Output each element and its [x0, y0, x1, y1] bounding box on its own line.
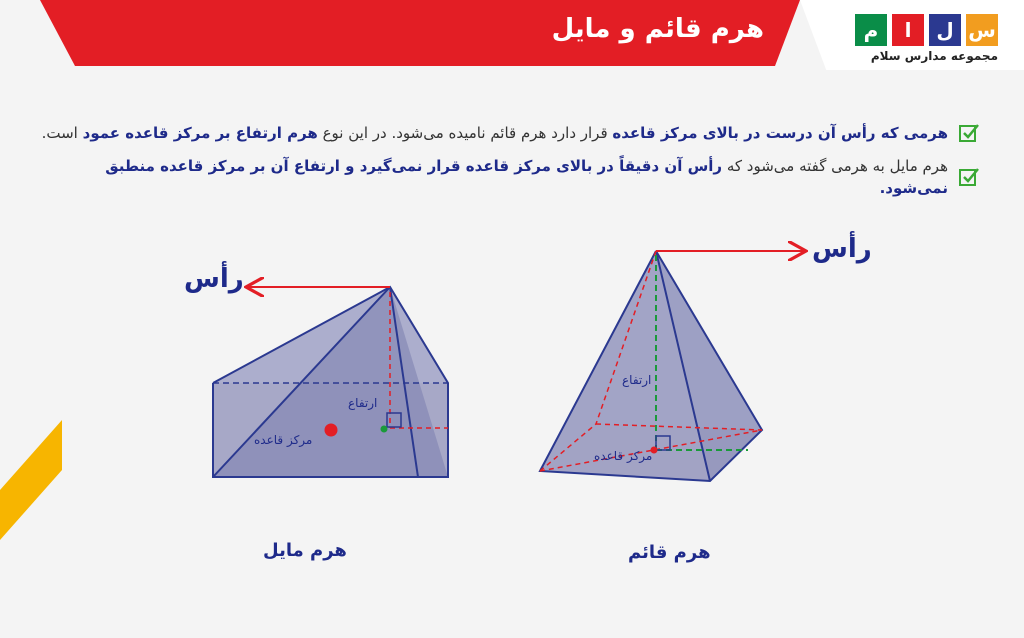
oblique-apex-label: رأس: [184, 264, 244, 294]
logo-letter: س: [966, 14, 998, 46]
bullet-segment: قرار دارد هرم قائم نامیده می‌شود. در این نوع: [317, 124, 613, 142]
bullet-segment: هرم مایل به هرمی گفته می‌شود که: [722, 157, 948, 175]
right-pyramid-caption: هرم قائم: [628, 542, 711, 563]
bullet-segment: هرمی که رأس آن درست در بالای مرکز قاعده: [612, 124, 948, 142]
right-apex-label: رأس: [812, 234, 872, 264]
oblique-base-center-point: [325, 424, 338, 437]
page-title: هرم قائم و مایل: [551, 14, 764, 44]
right-height-label: ارتفاع: [622, 373, 652, 387]
oblique-height-foot-point: [381, 426, 388, 433]
logo-letter: ل: [929, 14, 961, 46]
oblique-base-center-label: مرکز قاعده: [254, 433, 313, 447]
oblique-height-label: ارتفاع: [348, 396, 378, 410]
oblique-pyramid-diagram: [213, 287, 448, 477]
right-base-center-label: مرکز قاعده: [594, 449, 653, 463]
bullet-segment: است.: [41, 124, 83, 142]
bullet-segment: رأس آن دقیقاً در بالای مرکز قاعده قرار نمی‌گیرد و ارتفاع آن بر مرکز قاعده منطبق نمی‌شود.: [105, 157, 948, 197]
logo-letter: م: [855, 14, 887, 46]
logo-caption: مجموعه مدارس سلام: [870, 49, 998, 63]
bullet-segment: هرم ارتفاع بر مرکز قاعده عمود: [82, 124, 318, 142]
right-pyramid-diagram: [540, 251, 804, 481]
oblique-pyramid-caption: هرم مایل: [263, 540, 347, 561]
logo-letter: ا: [892, 14, 924, 46]
